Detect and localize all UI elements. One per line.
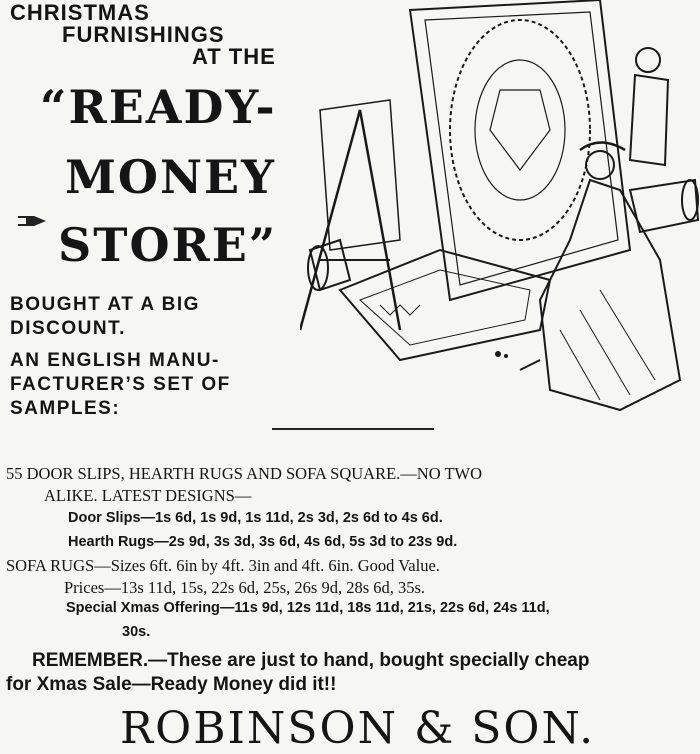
rugs-and-shopper-illustration <box>300 0 700 420</box>
subhead-samples: SAMPLES: <box>10 398 121 419</box>
subhead-facturer: FACTURER’S SET OF <box>10 374 231 395</box>
divider-rule <box>272 428 434 430</box>
store-name-ready: “READY- <box>40 80 277 134</box>
special-offering-line1: Special Xmas Offering—11s 9d, 12s 11d, 18s 11d, 21s, 22s 6d, 24s 11d, <box>66 600 550 616</box>
header-at-the: AT THE <box>192 44 276 69</box>
header-christmas: CHRISTMAS <box>10 0 150 25</box>
door-slips-prices: Door Slips—1s 6d, 1s 9d, 1s 11d, 2s 3d, 2s 6d to 4s 6d. <box>68 510 443 526</box>
hearth-rugs-prices: Hearth Rugs—2s 9d, 3s 3d, 3s 6d, 4s 6d, 5s 3d to 23s 9d. <box>68 534 458 550</box>
subhead-manufacturer: AN ENGLISH MANU- <box>10 350 220 371</box>
store-name-store: STORE” <box>58 218 278 272</box>
sofa-rugs-sizes: SOFA RUGS—Sizes 6ft. 6in by 4ft. 3in and 4ft. 6in. Good Value. <box>6 556 440 575</box>
sofa-rugs-prices: Prices—13s 11d, 15s, 22s 6d, 25s, 26s 9d, 28s 6d, 35s. <box>64 578 426 597</box>
remember-line1: REMEMBER.—These are just to hand, bought specially cheap <box>32 650 590 671</box>
subhead-bought: BOUGHT AT A BIG <box>10 294 200 315</box>
remember-line2: for Xmas Sale—Ready Money did it!! <box>6 674 337 695</box>
header-furnishings: FURNISHINGS <box>62 22 225 47</box>
pointing-hand-icon <box>16 212 50 230</box>
offer-intro-line1: 55 DOOR SLIPS, HEARTH RUGS AND SOFA SQUARE.—NO TWO <box>6 464 483 483</box>
offer-intro-line2: ALIKE. LATEST DESIGNS— <box>44 486 252 505</box>
special-offering-line2: 30s. <box>122 624 151 640</box>
firm-name: ROBINSON & SON. <box>120 703 596 754</box>
store-name-money: MONEY <box>65 150 276 204</box>
subhead-discount: DISCOUNT. <box>10 318 126 339</box>
